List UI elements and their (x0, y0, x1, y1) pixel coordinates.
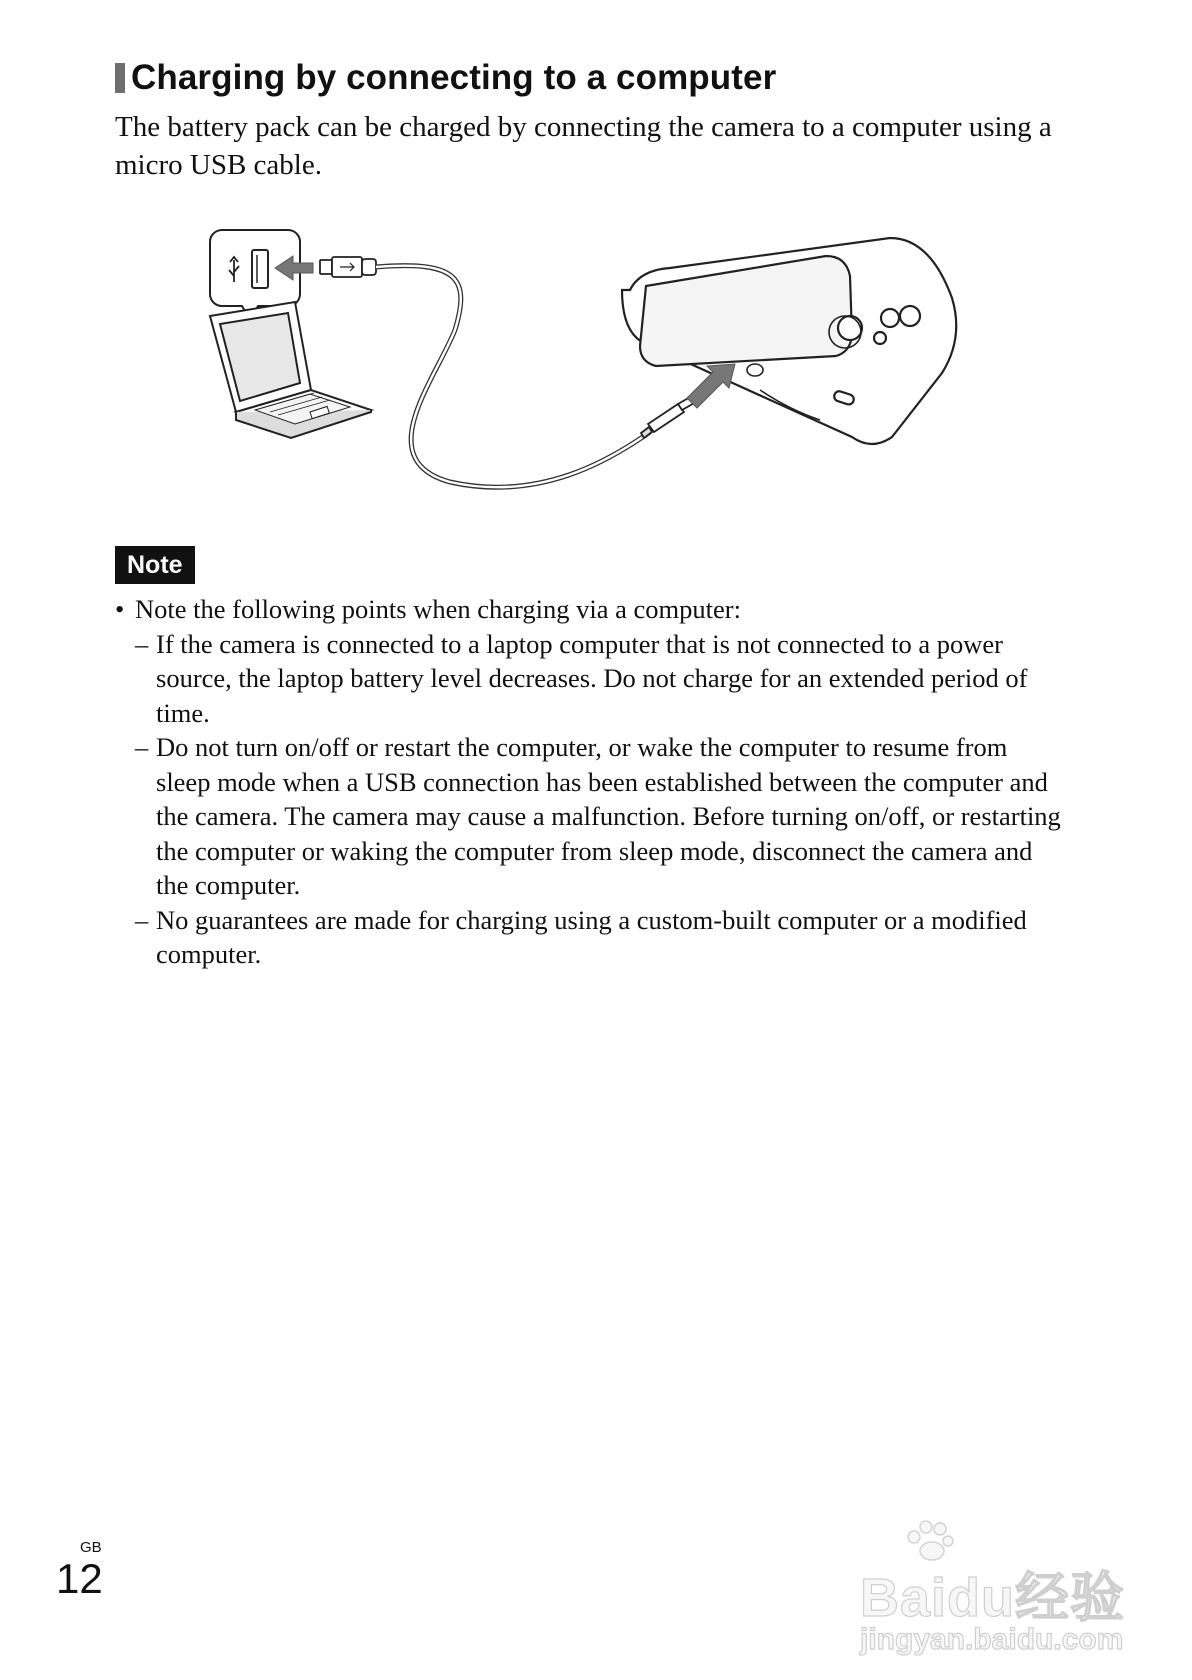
watermark-brand: Baidu经验 (860, 1568, 1126, 1628)
usb-cable (376, 266, 650, 488)
note-item (115, 730, 1065, 903)
usb-a-plug (320, 257, 376, 277)
intro-paragraph: The battery pack can be charged by connecting the camera to a computer using a micro USB cable. (115, 111, 1052, 181)
section-heading (115, 58, 776, 98)
bullet-mark: • (115, 594, 125, 624)
watermark-site: jingyan.baidu.com (860, 1623, 1124, 1656)
page-language-code: GB (80, 1539, 102, 1556)
note-item (115, 903, 1065, 972)
note-bullet (115, 592, 1065, 627)
note-item-text: If the camera is connected to a laptop computer that is not connected to a power source, the laptop battery level decreases. Do not charge for an extended period of time. (156, 628, 1028, 728)
page-number: 12 (56, 1555, 103, 1602)
laptop (210, 302, 371, 438)
dash-mark: – (135, 904, 149, 935)
watermark (840, 1515, 1160, 1665)
note-item-text: Do not turn on/off or restart the computer, or wake the computer to resume from sleep mode when a USB connection has been established between the computer and the camera. The camera may cause a malfunction. Before turning on/off, or restarting the computer or waking the computer from sleep mode, disconnect the camera and the computer. (156, 732, 1061, 900)
heading-text: Charging by connecting to a computer (131, 58, 777, 97)
note-item (115, 627, 1065, 731)
micro-usb-plug (641, 396, 696, 438)
note-bullet-text: Note the following points when charging via a computer: (135, 594, 741, 624)
note-item-text: No guarantees are made for charging using a custom-built computer or a modified computer. (156, 904, 1027, 969)
insert-arrow-right (687, 364, 735, 408)
note-badge: Note (115, 546, 195, 584)
dash-mark: – (135, 628, 149, 659)
note-list (115, 592, 1065, 972)
heading-marker (115, 63, 125, 93)
dash-mark: – (135, 732, 149, 762)
usb-connection-illustration (200, 220, 1000, 540)
